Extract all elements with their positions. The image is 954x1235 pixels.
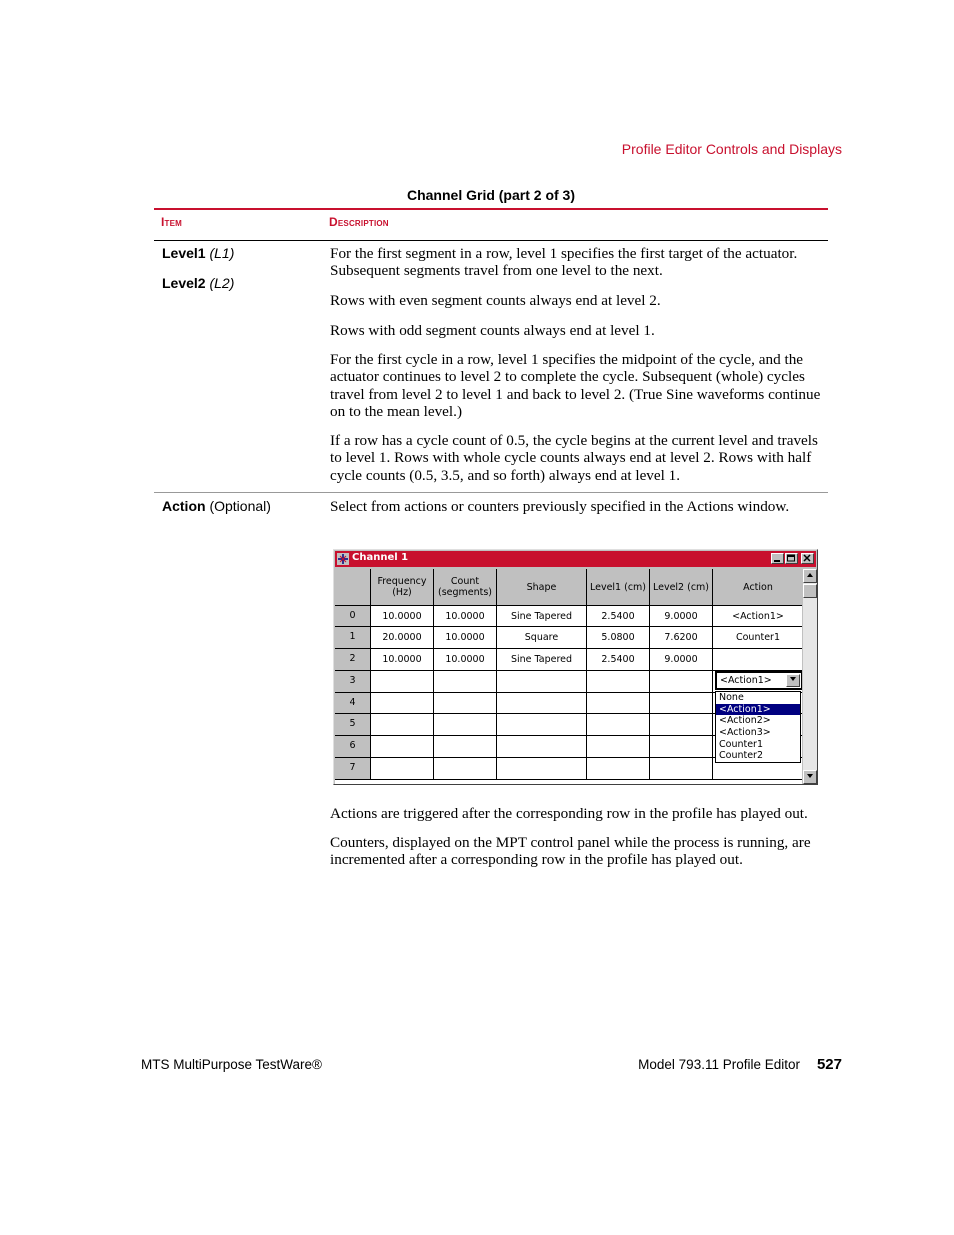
- row-header[interactable]: 4: [335, 693, 371, 714]
- action-combo-value: <Action1>: [720, 675, 772, 686]
- minimize-icon: [772, 554, 783, 563]
- column-header-count[interactable]: Count (segments): [434, 569, 497, 606]
- grid-cell[interactable]: [371, 714, 434, 736]
- item-name: Action: [162, 498, 206, 514]
- dropdown-option[interactable]: Counter2: [719, 750, 764, 762]
- grid-cell[interactable]: [587, 758, 650, 780]
- description-paragraph: For the first cycle in a row, level 1 specifies the midpoint of the cycle, and the actuator continues to level 2 to complete the cycle. Subsequent (whole) cycles travel from level 2 to level 1 and back to level 2. (True Sine waveforms continue on to the mean level.): [330, 351, 821, 420]
- row-header[interactable]: 6: [335, 736, 371, 758]
- item-abbreviation: (L1): [209, 245, 235, 261]
- chevron-down-icon: [789, 676, 797, 682]
- grid-cell[interactable]: [713, 649, 802, 671]
- grid-cell[interactable]: [587, 714, 650, 736]
- grid-cell[interactable]: [650, 693, 713, 714]
- item-level2: [162, 275, 234, 291]
- action-combo-box[interactable]: [715, 671, 802, 690]
- grid-cell[interactable]: [650, 671, 713, 693]
- grid-cell[interactable]: 2.5400: [587, 649, 650, 671]
- grid-cell[interactable]: 10.0000: [434, 606, 497, 627]
- grid-cell[interactable]: 10.0000: [371, 606, 434, 627]
- column-header-description: Description: [329, 215, 389, 229]
- body-paragraph: Actions are triggered after the corresponding row in the profile has played out.: [330, 805, 808, 822]
- dropdown-option[interactable]: <Action3>: [719, 727, 771, 739]
- row-header[interactable]: 1: [335, 627, 371, 649]
- description-paragraph: Rows with even segment counts always end at level 2.: [330, 292, 661, 309]
- grid-cell[interactable]: [371, 693, 434, 714]
- grid-cell[interactable]: [434, 693, 497, 714]
- description-paragraph: Select from actions or counters previously specified in the Actions window.: [330, 498, 790, 515]
- grid-cell[interactable]: Square: [497, 627, 587, 649]
- scroll-up-button[interactable]: [803, 569, 817, 583]
- table-row-rule: [154, 492, 828, 493]
- row-header[interactable]: 7: [335, 758, 371, 780]
- description-paragraph: For the first segment in a row, level 1 specifies the first target of the actuator. Subsequent segments travel from one level to the next.: [330, 245, 798, 280]
- grid-cell[interactable]: [497, 758, 587, 780]
- item-level1: [162, 245, 234, 261]
- column-header-action[interactable]: Action: [713, 569, 802, 606]
- column-header-item: Item: [161, 215, 183, 229]
- grid-cell[interactable]: [650, 714, 713, 736]
- column-header-level1[interactable]: Level1 (cm): [587, 569, 650, 606]
- vertical-scrollbar[interactable]: [803, 569, 817, 784]
- action-dropdown-list: [715, 691, 801, 763]
- grid-cell[interactable]: 10.0000: [434, 649, 497, 671]
- dropdown-option[interactable]: Counter1: [719, 738, 764, 750]
- maximize-icon: [786, 554, 797, 563]
- grid-cell[interactable]: [434, 758, 497, 780]
- grid-cell[interactable]: Counter1: [713, 627, 802, 649]
- column-header-level2[interactable]: Level2 (cm): [650, 569, 713, 606]
- grid-cell[interactable]: [650, 758, 713, 780]
- table-caption: Channel Grid (part 2 of 3): [406, 187, 575, 203]
- table-header-rule: [154, 240, 828, 241]
- row-header[interactable]: 5: [335, 714, 371, 736]
- arrow-down-icon: [806, 773, 814, 779]
- grid-cell[interactable]: 10.0000: [434, 627, 497, 649]
- grid-cell[interactable]: [497, 693, 587, 714]
- footer-product: MTS MultiPurpose TestWare®: [141, 1057, 322, 1072]
- grid-corner-cell: [335, 569, 371, 606]
- grid-cell[interactable]: [371, 736, 434, 758]
- column-header-shape[interactable]: Shape: [497, 569, 587, 606]
- item-name: Level2: [162, 275, 206, 291]
- dropdown-option[interactable]: None: [719, 692, 744, 703]
- row-header[interactable]: 0: [335, 606, 371, 627]
- combo-dropdown-button[interactable]: [786, 674, 800, 687]
- grid-cell[interactable]: [587, 693, 650, 714]
- dropdown-option-selected[interactable]: <Action1>: [716, 704, 800, 716]
- item-note: (Optional): [209, 498, 271, 514]
- row-header[interactable]: 2: [335, 649, 371, 671]
- description-paragraph: If a row has a cycle count of 0.5, the cycle begins at the current level and travels to level 1. Rows with whole cycle counts always end at level 2. Rows with half cycle counts (0.5, 3.5, and so forth) always end at level 1.: [330, 432, 818, 484]
- scroll-down-button[interactable]: [803, 770, 817, 784]
- minimize-button[interactable]: [771, 553, 784, 564]
- grid-cell[interactable]: 5.0800: [587, 627, 650, 649]
- grid-cell[interactable]: Sine Tapered: [497, 606, 587, 627]
- body-paragraph: Counters, displayed on the MPT control panel while the process is running, are incremented after a corresponding row in the profile has played out.: [330, 834, 811, 869]
- grid-cell[interactable]: [371, 758, 434, 780]
- grid-cell[interactable]: 7.6200: [650, 627, 713, 649]
- grid-cell[interactable]: [587, 671, 650, 693]
- window-title: Channel 1: [352, 552, 409, 563]
- grid-cell[interactable]: [434, 736, 497, 758]
- grid-cell[interactable]: 20.0000: [371, 627, 434, 649]
- grid-cell[interactable]: [434, 671, 497, 693]
- grid-cell[interactable]: Sine Tapered: [497, 649, 587, 671]
- grid-cell[interactable]: [587, 736, 650, 758]
- grid-cell[interactable]: <Action1>: [713, 606, 802, 627]
- grid-cell[interactable]: 2.5400: [587, 606, 650, 627]
- window-titlebar: [335, 551, 816, 567]
- running-head: Profile Editor Controls and Displays: [621, 141, 842, 157]
- grid-cell[interactable]: 9.0000: [650, 649, 713, 671]
- description-paragraph: Rows with odd segment counts always end at level 1.: [330, 322, 655, 339]
- grid-cell[interactable]: [497, 714, 587, 736]
- item-abbreviation: (L2): [209, 275, 235, 291]
- grid-cell[interactable]: 10.0000: [371, 649, 434, 671]
- close-icon: [802, 554, 813, 563]
- table-top-rule: [154, 208, 828, 210]
- grid-cell[interactable]: [434, 714, 497, 736]
- grid-cell[interactable]: 9.0000: [650, 606, 713, 627]
- footer-manual: Model 793.11 Profile Editor: [638, 1057, 800, 1072]
- grid-cell[interactable]: [497, 736, 587, 758]
- channel-window-screenshot: [333, 549, 818, 785]
- maximize-button[interactable]: [785, 553, 798, 564]
- arrow-up-icon: [806, 572, 814, 578]
- grid-cell[interactable]: [497, 671, 587, 693]
- dropdown-option[interactable]: <Action2>: [719, 715, 771, 727]
- page-number: 527: [816, 1056, 842, 1073]
- close-button[interactable]: [801, 553, 814, 564]
- column-header-frequency[interactable]: Frequency (Hz): [371, 569, 434, 606]
- grid-cell[interactable]: [650, 736, 713, 758]
- item-action: [162, 498, 271, 514]
- grid-cell[interactable]: [371, 671, 434, 693]
- channel-grid: [335, 569, 802, 784]
- scroll-thumb[interactable]: [803, 584, 817, 598]
- grid-window-icon: [337, 553, 349, 565]
- item-name: Level1: [162, 245, 206, 261]
- row-header[interactable]: 3: [335, 671, 371, 693]
